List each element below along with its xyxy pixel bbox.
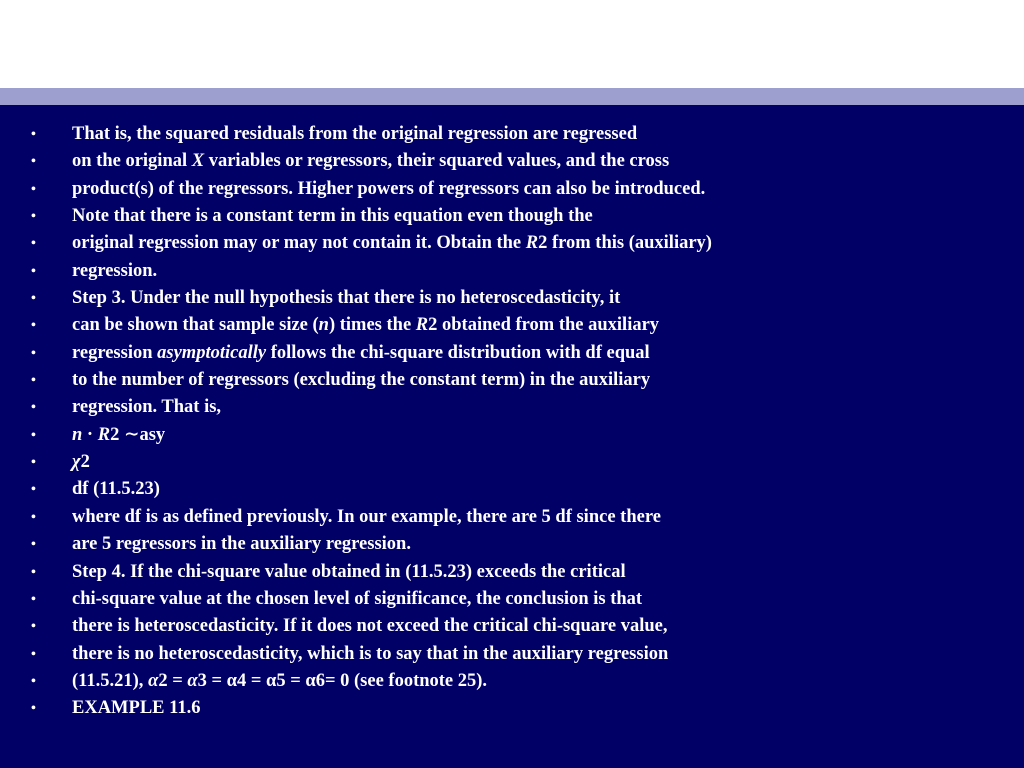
bullet-text	[72, 531, 411, 558]
bullet-item	[0, 285, 1024, 312]
bullet-text	[72, 613, 668, 640]
bullet-text	[72, 176, 705, 203]
text-segment: (11.5.21),	[72, 670, 149, 691]
bullet-text	[72, 203, 593, 230]
bullet-marker: •	[31, 427, 36, 443]
bullet-text	[72, 668, 487, 695]
bullet-item	[0, 641, 1024, 668]
bullet-text	[72, 695, 200, 722]
bullet-text	[72, 449, 90, 476]
italic-segment: R	[97, 424, 111, 445]
italic-segment: R	[525, 233, 539, 254]
bullet-item	[0, 367, 1024, 394]
bullet-text	[72, 258, 157, 285]
bullet-item	[0, 121, 1024, 148]
text-segment: regression	[72, 342, 158, 363]
bullet-item	[0, 531, 1024, 558]
bullet-marker: •	[31, 564, 36, 580]
bullet-text	[72, 340, 650, 367]
bullet-marker: •	[31, 209, 36, 225]
italic-segment: χ	[72, 452, 81, 473]
bullet-text	[72, 641, 668, 668]
text-segment: df (11.5.23)	[72, 479, 160, 500]
header-divider-band	[0, 88, 1024, 105]
bullet-item	[0, 312, 1024, 339]
text-segment: ·	[82, 424, 98, 445]
bullet-marker: •	[31, 263, 36, 279]
italic-segment: n	[72, 424, 83, 445]
bullet-marker: •	[31, 400, 36, 416]
bullet-item	[0, 340, 1024, 367]
bullet-marker: •	[31, 591, 36, 607]
text-segment: where df is as defined previously. In our example, there are 5 df since there	[72, 506, 661, 527]
text-segment: follows the chi-square distribution with df equal	[266, 342, 650, 363]
italic-segment: X	[191, 151, 205, 172]
bullet-item	[0, 258, 1024, 285]
bullet-item	[0, 668, 1024, 695]
bullet-marker: •	[31, 455, 36, 471]
text-segment: Note that there is a constant term in this equation even though the	[72, 206, 593, 227]
bullet-marker: •	[31, 291, 36, 307]
text-segment: can be shown that sample size (	[72, 315, 319, 336]
text-segment: Step 3. Under the null hypothesis that there is no heteroscedasticity, it	[72, 288, 621, 309]
bullet-text	[72, 285, 620, 312]
text-segment: original regression may or may not contain it. Obtain the	[72, 233, 526, 254]
bullet-text	[72, 394, 221, 421]
bullet-item	[0, 394, 1024, 421]
text-segment: 2	[80, 452, 90, 473]
bullet-item	[0, 230, 1024, 257]
bullet-marker: •	[31, 646, 36, 662]
text-segment: there is heteroscedasticity. If it does not exceed the critical chi-square value,	[72, 616, 668, 637]
bullet-item	[0, 504, 1024, 531]
text-segment: on the original	[72, 151, 192, 172]
bullet-marker: •	[31, 373, 36, 389]
bullet-text	[72, 367, 650, 394]
bullet-item	[0, 203, 1024, 230]
text-segment: Step 4. If the chi-square value obtained in (11.5.23) exceeds the critical	[72, 561, 626, 582]
text-segment: 2 obtained from the auxiliary	[428, 315, 660, 336]
text-segment: are 5 regressors in the auxiliary regression.	[72, 534, 411, 555]
bullet-marker: •	[31, 619, 36, 635]
text-segment: That is, the squared residuals from the original regression are regressed	[72, 124, 638, 144]
text-segment: ) times the	[328, 315, 416, 336]
text-segment: regression. That is,	[72, 397, 222, 418]
bullet-marker: •	[31, 701, 36, 717]
text-segment: there is no heteroscedasticity, which is to say that in the auxiliary regression	[72, 643, 669, 664]
italic-segment: asymptotically	[157, 342, 267, 363]
bullet-marker: •	[31, 673, 36, 689]
italic-segment: R	[415, 315, 429, 336]
text-segment: 3 = α4 = α5 = α6= 0 (see footnote 25).	[197, 670, 488, 691]
bullet-marker: •	[31, 236, 36, 252]
bullet-text	[72, 476, 160, 503]
text-segment: regression.	[72, 260, 158, 281]
bullet-item	[0, 695, 1024, 722]
text-segment: to the number of regressors (excluding the constant term) in the auxiliary	[72, 370, 651, 391]
bullet-text	[72, 559, 626, 586]
bullet-marker: •	[31, 154, 36, 170]
bullet-list	[0, 121, 1024, 723]
bullet-text	[72, 312, 659, 339]
bullet-text	[72, 586, 642, 613]
bullet-item	[0, 559, 1024, 586]
bullet-text	[72, 230, 712, 257]
bullet-item	[0, 449, 1024, 476]
text-segment: product(s) of the regressors. Higher powers of regressors can also be introduced.	[72, 178, 706, 199]
bullet-text	[72, 422, 165, 449]
bullet-marker: •	[31, 509, 36, 525]
bullet-marker: •	[31, 537, 36, 553]
bullet-text	[72, 504, 661, 531]
header-area	[0, 0, 1024, 88]
italic-segment: α	[187, 670, 198, 691]
bullet-item	[0, 613, 1024, 640]
bullet-item	[0, 176, 1024, 203]
text-segment: EXAMPLE 11.6	[72, 698, 201, 719]
bullet-text	[72, 148, 669, 175]
bullet-item	[0, 422, 1024, 449]
bullet-marker: •	[31, 482, 36, 498]
text-segment: 2 =	[158, 670, 188, 691]
italic-segment: α	[148, 670, 159, 691]
bullet-item	[0, 476, 1024, 503]
text-segment: variables or regressors, their squared values, and the cross	[204, 151, 670, 172]
text-segment: 2 ∼asy	[110, 424, 166, 445]
text-segment: 2 from this (auxiliary)	[538, 233, 712, 254]
italic-segment: n	[318, 315, 329, 336]
bullet-marker: •	[31, 181, 36, 197]
bullet-marker: •	[31, 345, 36, 361]
bullet-marker: •	[31, 127, 36, 142]
text-segment: chi-square value at the chosen level of significance, the conclusion is that	[72, 588, 643, 609]
bullet-item	[0, 148, 1024, 175]
bullet-item	[0, 586, 1024, 613]
bullet-marker: •	[31, 318, 36, 334]
bullet-text	[72, 121, 637, 148]
